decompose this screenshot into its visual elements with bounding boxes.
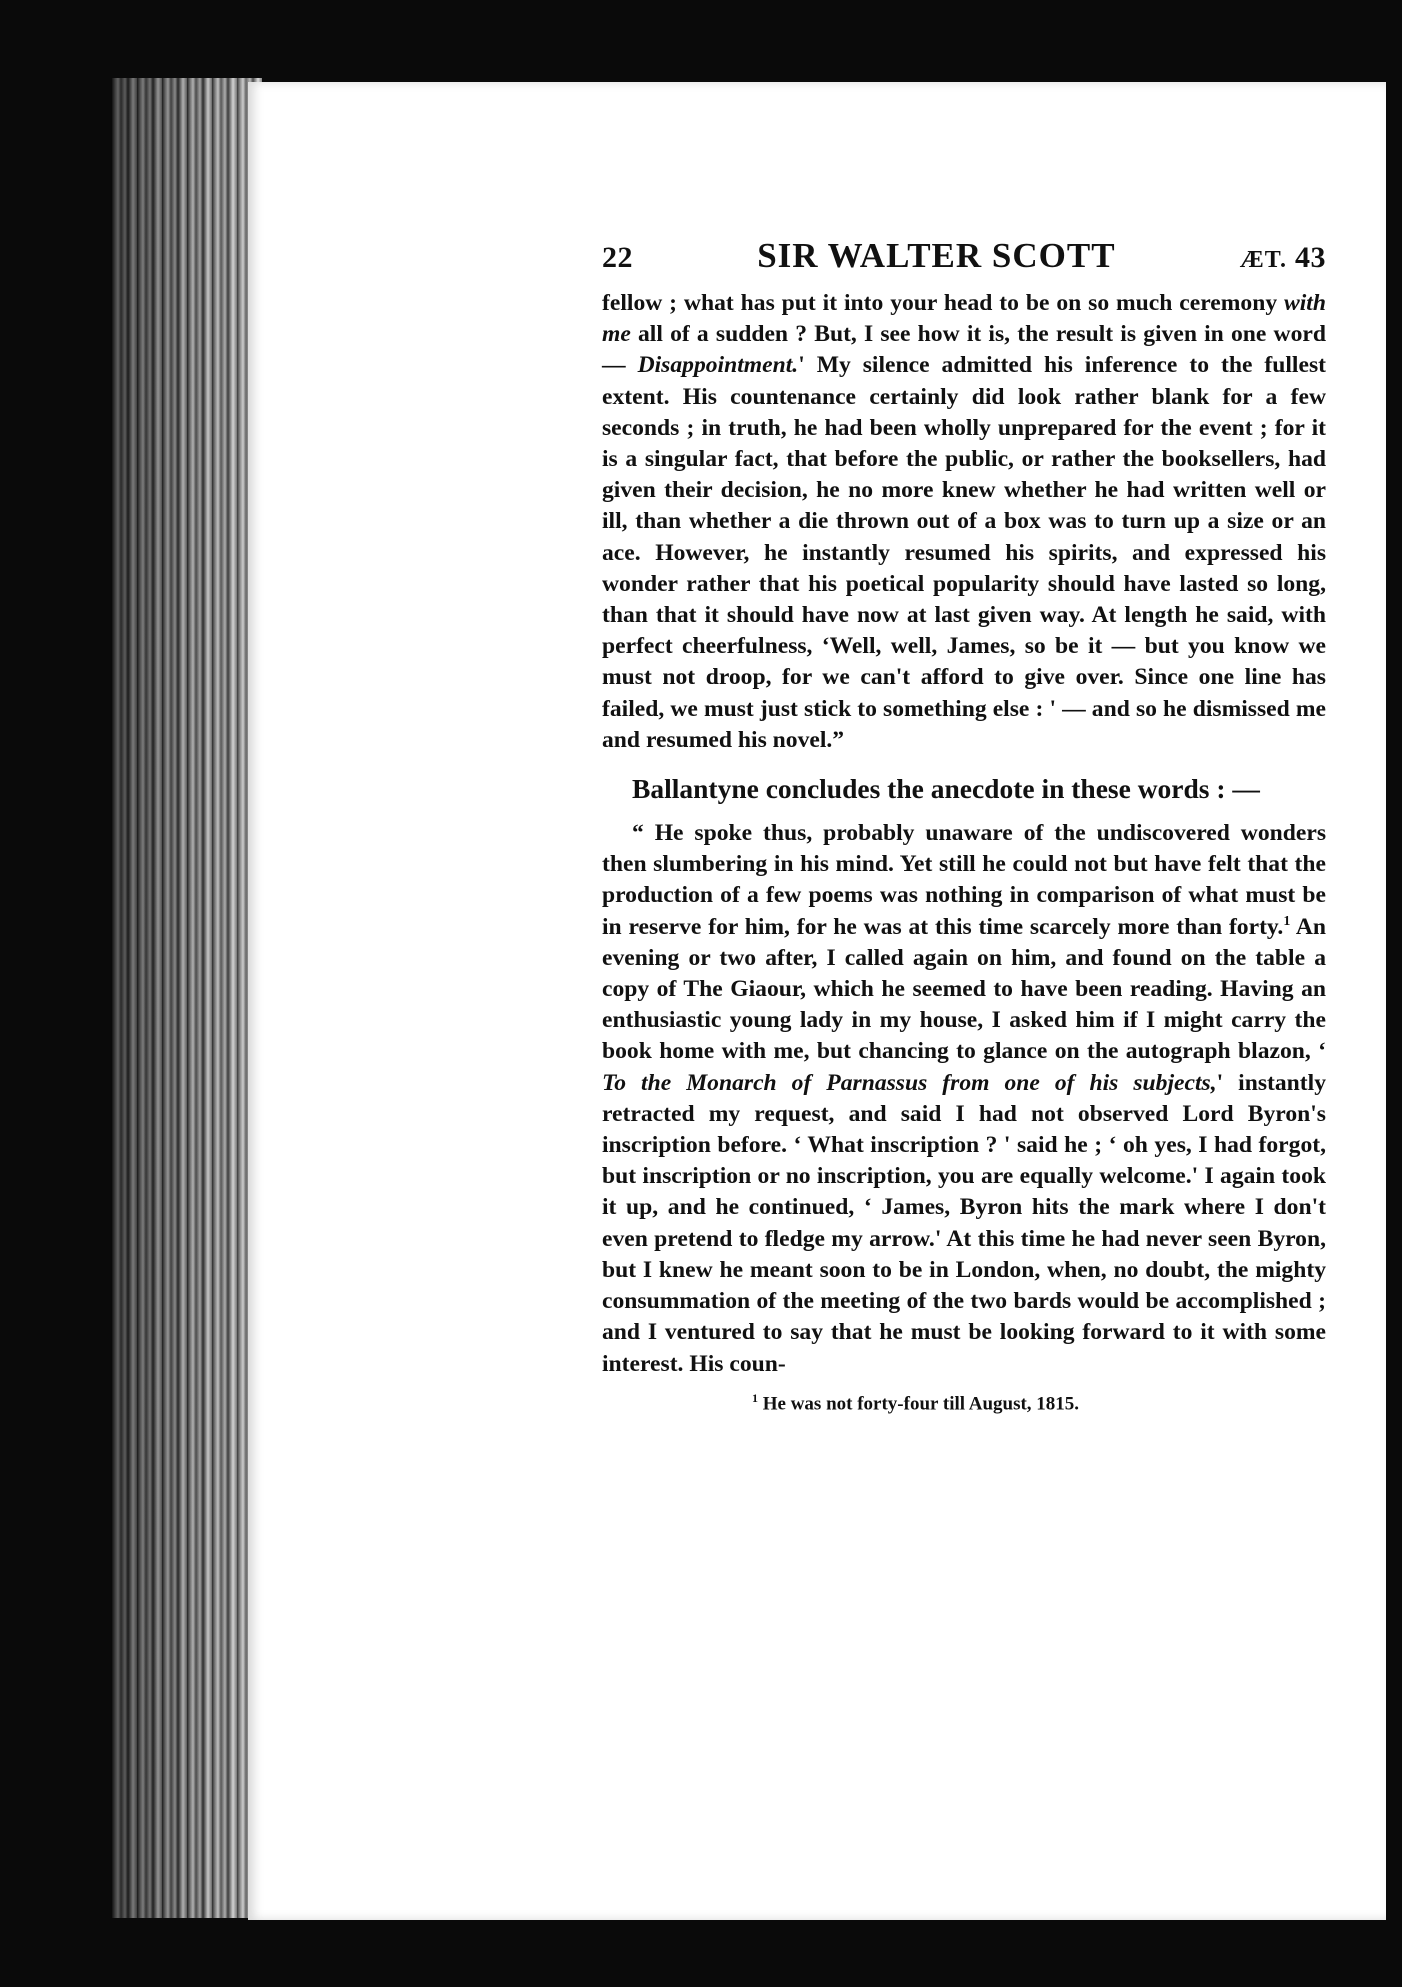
text-run: fellow ; what has put it into your head to be on so much ceremony <box>602 290 1285 316</box>
page-number: 22 <box>602 241 633 274</box>
paragraph-quotation <box>602 818 1326 1380</box>
book-gutter-shadow <box>112 78 262 1918</box>
age-value: 43 <box>1295 241 1326 274</box>
running-head <box>602 236 1326 286</box>
page-text-block <box>602 236 1326 1416</box>
footnote-marker: 1 <box>752 1390 758 1405</box>
text-run: ' instantly retracted my request, and said I had not observed Lord Byron's inscription before. ‘ What inscription ? ' said he ; ‘ oh yes, I had forgot, but inscription or no inscription, you are equally welcome.' I again took it up, and he continued, ‘ James, Byron hits the mark where I don't even pretend to fledge my arrow.' At this time he had never seen Byron, but I knew he meant soon to be in London, when, no doubt, the mighty consummation of the meeting of the two bards would be accomplished ; and I ventured to say that he must be looking forward to it with some interest. His coun- <box>602 1069 1327 1377</box>
text-run: ' My silence admitted his inference to the fullest extent. His countenance certainly did look rather blank for a few seconds ; in truth, he had been wholly unprepared for the event ; for it is a singular fact, that before the public, or rather the booksellers, had given their decision, he no more knew whether he had written well or ill, than whether a die thrown out of a box was to turn up a size or an ace. However, he instantly resumed his spirits, and expressed his wonder rather that his poetical popularity should have lasted so long, than that it should have now at last given way. At length he said, with perfect cheerfulness, ‘Well, well, James, so be it — but you know we must not droop, for we can't afford to give over. Since one line has failed, we must just stick to something else : ' — and so he dismissed me and resumed his novel.” <box>602 352 1326 753</box>
italic-run: Disappointment. <box>637 352 799 379</box>
footnote-reference: 1 <box>1283 913 1291 929</box>
italic-run: with me <box>602 290 1326 348</box>
italic-run: To the Monarch of Parnassus from one of his subjects, <box>602 1069 1217 1096</box>
text-run: An evening or two after, I called again on him, and found on the table a copy of The Giaour, which he seemed to have been reading. Having an enthusiastic young lady in my house, I asked him if I might carry the book home with me, but chancing to glance on the autograph blazon, ‘ <box>602 913 1326 1065</box>
text-run: all of a sudden ? But, I see how it is, the result is given in one word — <box>602 321 1326 379</box>
footnote <box>602 1386 1326 1416</box>
text-run: “ He spoke thus, probably unaware of the undiscovered wonders then slumbering in his mind. Yet still he could not but have felt that the production of a few poems was nothing in comparison of what must be in reserve for him, for he was at this time scarcely more than forty. <box>602 820 1326 940</box>
paragraph-lead-in: Ballantyne concludes the anecdote in these words : — <box>632 773 1260 805</box>
age-marker <box>1240 241 1326 275</box>
running-title: SIR WALTER SCOTT <box>757 236 1116 275</box>
paragraph-continued <box>602 288 1326 756</box>
footnote-text: He was not forty-four till August, 1815. <box>758 1393 1080 1415</box>
age-abbreviation: ÆT. <box>1239 247 1287 273</box>
